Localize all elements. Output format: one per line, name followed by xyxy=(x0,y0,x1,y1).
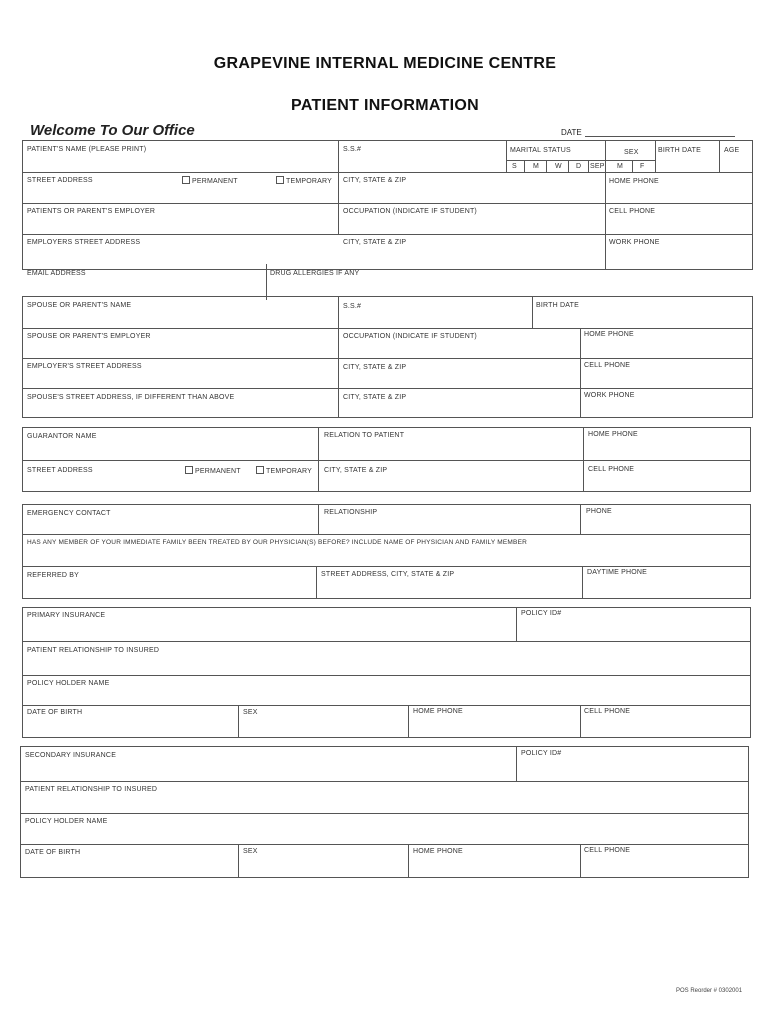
divider xyxy=(20,813,749,814)
secondary-home-phone-field[interactable]: HOME PHONE xyxy=(413,848,463,855)
reorder-number: POS Reorder # 0302001 xyxy=(676,988,743,994)
divider xyxy=(568,160,569,172)
emergency-phone-field[interactable]: PHONE xyxy=(586,508,612,515)
guarantor-cell-phone-field[interactable]: CELL PHONE xyxy=(588,466,635,473)
employer-city-field[interactable]: CITY, STATE & ZIP xyxy=(343,239,407,246)
divider xyxy=(524,160,525,172)
marital-option-s[interactable]: S xyxy=(512,163,517,170)
guarantor-street-field[interactable]: STREET ADDRESS xyxy=(27,467,93,474)
welcome-heading: Welcome To Our Office xyxy=(30,122,195,139)
divider xyxy=(532,296,533,328)
sex-option-f[interactable]: F xyxy=(640,163,645,170)
secondary-cell-phone-field[interactable]: CELL PHONE xyxy=(584,847,631,854)
divider xyxy=(580,328,581,417)
employer-address-field[interactable]: EMPLOYERS STREET ADDRESS xyxy=(27,239,141,246)
spouse-cell-phone-field[interactable]: CELL PHONE xyxy=(584,362,631,369)
divider xyxy=(408,705,409,738)
primary-insurance-field[interactable]: PRIMARY INSURANCE xyxy=(27,612,106,619)
primary-sex-field[interactable]: SEX xyxy=(243,709,258,716)
divider xyxy=(238,844,239,878)
email-field[interactable]: EMAIL ADDRESS xyxy=(27,270,86,277)
divider xyxy=(22,296,23,417)
street-address-field[interactable]: STREET ADDRESS xyxy=(27,177,93,184)
spouse-home-phone-field[interactable]: HOME PHONE xyxy=(584,331,634,338)
daytime-phone-field[interactable]: DAYTIME PHONE xyxy=(587,569,648,576)
secondary-insurance-section xyxy=(20,746,749,878)
secondary-relationship-field[interactable]: PATIENT RELATIONSHIP TO INSURED xyxy=(25,786,158,793)
form-title: PATIENT INFORMATION xyxy=(291,97,479,114)
spouse-name-field[interactable]: SPOUSE OR PARENT'S NAME xyxy=(27,302,132,309)
divider xyxy=(22,534,751,535)
divider xyxy=(22,203,753,204)
referred-by-field[interactable]: REFERRED BY xyxy=(27,572,79,579)
patient-ssn-field[interactable]: S.S.# xyxy=(343,146,362,153)
secondary-holder-name-field[interactable]: POLICY HOLDER NAME xyxy=(25,818,108,825)
divider xyxy=(22,504,23,598)
spouse-city-field[interactable]: CITY, STATE & ZIP xyxy=(343,364,407,371)
sex-label: SEX xyxy=(624,149,639,156)
divider xyxy=(583,427,584,492)
guarantor-temporary-checkbox[interactable]: TEMPORARY xyxy=(256,466,312,476)
home-phone-field[interactable]: HOME PHONE xyxy=(609,178,659,185)
spouse-ssn-field[interactable]: S.S.# xyxy=(343,303,362,310)
emergency-relationship-field[interactable]: RELATIONSHIP xyxy=(324,509,378,516)
primary-holder-name-field[interactable]: POLICY HOLDER NAME xyxy=(27,680,110,687)
checkbox-icon xyxy=(256,466,264,474)
guarantor-home-phone-field[interactable]: HOME PHONE xyxy=(588,431,638,438)
divider xyxy=(22,705,751,706)
divider xyxy=(582,566,583,598)
divider xyxy=(22,417,753,418)
divider xyxy=(588,160,589,172)
secondary-sex-field[interactable]: SEX xyxy=(243,848,258,855)
divider xyxy=(338,140,339,234)
marital-option-w[interactable]: W xyxy=(555,163,562,170)
spouse-occupation-field[interactable]: OCCUPATION (INDICATE IF STUDENT) xyxy=(343,333,477,340)
primary-cell-phone-field[interactable]: CELL PHONE xyxy=(584,708,631,715)
divider xyxy=(408,844,409,878)
divider xyxy=(719,140,720,172)
divider xyxy=(238,705,239,738)
primary-home-phone-field[interactable]: HOME PHONE xyxy=(413,708,463,715)
divider xyxy=(580,844,581,878)
referral-address-field[interactable]: STREET ADDRESS, CITY, STATE & ZIP xyxy=(321,571,455,578)
sex-option-m[interactable]: M xyxy=(617,163,624,170)
allergies-field[interactable]: DRUG ALLERGIES IF ANY xyxy=(270,270,360,277)
date-field[interactable] xyxy=(561,128,735,137)
work-phone-field[interactable]: WORK PHONE xyxy=(609,239,660,246)
employer-field[interactable]: PATIENTS OR PARENT'S EMPLOYER xyxy=(27,208,156,215)
secondary-insurance-field[interactable]: SECONDARY INSURANCE xyxy=(25,752,117,759)
patient-name-field[interactable]: PATIENT'S NAME (PLEASE PRINT) xyxy=(27,146,147,153)
divider xyxy=(22,675,751,676)
divider xyxy=(316,566,317,598)
divider xyxy=(22,598,751,599)
divider xyxy=(506,140,507,172)
divider xyxy=(22,566,751,567)
divider xyxy=(266,264,267,300)
divider xyxy=(22,296,753,297)
marital-option-sep[interactable]: SEP xyxy=(590,163,605,170)
city-state-zip-field[interactable]: CITY, STATE & ZIP xyxy=(343,177,407,184)
secondary-dob-field[interactable]: DATE OF BIRTH xyxy=(25,849,81,856)
divider xyxy=(22,172,753,173)
guarantor-city-field[interactable]: CITY, STATE & ZIP xyxy=(324,467,388,474)
divider xyxy=(750,504,751,598)
divider xyxy=(22,388,753,389)
spouse-work-phone-field[interactable]: WORK PHONE xyxy=(584,392,635,399)
permanent-checkbox[interactable]: PERMANENT xyxy=(182,176,238,186)
family-treated-field[interactable]: HAS ANY MEMBER OF YOUR IMMEDIATE FAMILY BEEN TREATED BY OUR PHYSICIAN(S) BEFORE? INCLUDE NAME OF PHYSICIAN AND FAMILY MEMBER xyxy=(27,539,527,546)
primary-relationship-field[interactable]: PATIENT RELATIONSHIP TO INSURED xyxy=(27,647,160,654)
date-label: DATE xyxy=(561,128,582,137)
divider xyxy=(22,234,753,235)
primary-policy-id-field[interactable]: POLICY ID# xyxy=(521,610,562,617)
birth-date-field[interactable]: BIRTH DATE xyxy=(658,147,701,154)
secondary-policy-id-field[interactable]: POLICY ID# xyxy=(521,750,562,757)
occupation-field[interactable]: OCCUPATION (INDICATE IF STUDENT) xyxy=(343,208,477,215)
divider xyxy=(20,844,749,845)
checkbox-icon xyxy=(182,176,190,184)
emergency-contact-field[interactable]: EMERGENCY CONTACT xyxy=(27,510,111,517)
spouse-birth-date-field[interactable]: BIRTH DATE xyxy=(536,302,579,309)
guarantor-permanent-checkbox[interactable]: PERMANENT xyxy=(185,466,241,476)
divider xyxy=(22,504,751,505)
divider xyxy=(22,460,751,461)
primary-insurance-section xyxy=(22,607,751,738)
divider xyxy=(516,746,517,781)
divider xyxy=(580,705,581,738)
cell-phone-field[interactable]: CELL PHONE xyxy=(609,208,656,215)
spouse-city2-field[interactable]: CITY, STATE & ZIP xyxy=(343,394,407,401)
divider xyxy=(632,160,633,172)
divider xyxy=(338,296,339,417)
checkbox-icon xyxy=(276,176,284,184)
divider xyxy=(318,504,319,534)
divider xyxy=(580,504,581,534)
divider xyxy=(22,641,751,642)
marital-status-label: MARITAL STATUS xyxy=(510,147,571,154)
divider xyxy=(655,140,656,172)
divider xyxy=(516,607,517,641)
spouse-street-address-field[interactable]: SPOUSE'S STREET ADDRESS, IF DIFFERENT THAN ABOVE xyxy=(27,394,235,401)
age-field[interactable]: AGE xyxy=(724,147,740,154)
primary-dob-field[interactable]: DATE OF BIRTH xyxy=(27,709,83,716)
date-underline xyxy=(585,136,735,137)
divider xyxy=(752,296,753,417)
divider xyxy=(546,160,547,172)
temporary-checkbox[interactable]: TEMPORARY xyxy=(276,176,332,186)
divider xyxy=(22,328,753,329)
divider xyxy=(20,781,749,782)
guarantor-name-field[interactable]: GUARANTOR NAME xyxy=(27,433,97,440)
marital-option-d[interactable]: D xyxy=(576,163,582,170)
spouse-employer-field[interactable]: SPOUSE OR PARENT'S EMPLOYER xyxy=(27,333,151,340)
divider xyxy=(318,427,319,492)
guarantor-relation-field[interactable]: RELATION TO PATIENT xyxy=(324,432,405,439)
checkbox-icon xyxy=(185,466,193,474)
spouse-employer-address-field[interactable]: EMPLOYER'S STREET ADDRESS xyxy=(27,363,142,370)
clinic-name: GRAPEVINE INTERNAL MEDICINE CENTRE xyxy=(213,55,557,72)
divider xyxy=(22,358,753,359)
marital-option-m[interactable]: M xyxy=(533,163,540,170)
